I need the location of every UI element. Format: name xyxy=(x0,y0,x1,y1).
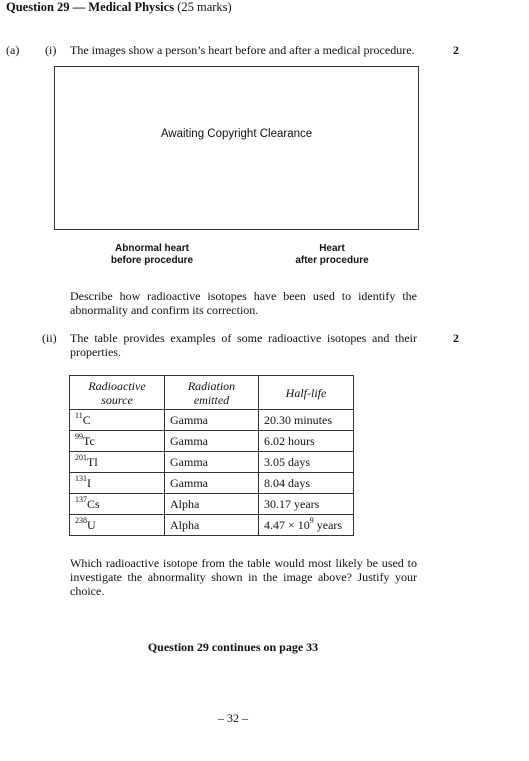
isotope-table xyxy=(69,375,354,536)
half-life-cell: 8.04 days xyxy=(259,473,354,494)
question-heading xyxy=(6,0,232,15)
caption-after xyxy=(267,243,397,267)
table-header-row xyxy=(70,376,354,410)
half-life-cell: 6.02 hours xyxy=(259,431,354,452)
mass-number: 99 xyxy=(75,431,83,441)
isotope-cell xyxy=(70,452,165,473)
table-row xyxy=(70,473,354,494)
isotope-cell xyxy=(70,515,165,536)
sub-i-task: Describe how radioactive isotopes have been used to identify the abnormality and confirm its correction. xyxy=(70,289,417,317)
mass-number: 137 xyxy=(75,494,87,504)
caption-before-line1: Abnormal heart xyxy=(115,243,189,254)
half-life-cell xyxy=(259,515,354,536)
radiation-cell: Gamma xyxy=(165,410,259,431)
half-life-cell: 20.30 minutes xyxy=(259,410,354,431)
half-life-base: 4.47 × 10 xyxy=(264,517,310,532)
sub-i-marks: 2 xyxy=(453,43,459,57)
header-radioactive-source: Radioactive source xyxy=(70,376,165,410)
radiation-cell: Alpha xyxy=(165,515,259,536)
sub-ii-task: Which radioactive isotope from the table would most likely be used to investigate the abnormality shown in the image above? Justify your choice. xyxy=(70,556,417,598)
radiation-cell: Gamma xyxy=(165,452,259,473)
sub-i-label: (i) xyxy=(45,43,57,57)
sub-ii-label: (ii) xyxy=(42,331,57,345)
header-half-life: Half-life xyxy=(259,376,354,410)
question-title: Question 29 — Medical Physics xyxy=(6,0,175,14)
element-symbol: Tl xyxy=(87,454,98,469)
sub-i-intro: The images show a person’s heart before and after a medical procedure. xyxy=(70,43,415,57)
sub-ii-marks: 2 xyxy=(453,331,459,345)
radiation-cell: Alpha xyxy=(165,494,259,515)
continues-notice: Question 29 continues on page 33 xyxy=(147,640,319,654)
element-symbol: C xyxy=(82,412,91,427)
isotope-cell xyxy=(70,431,165,452)
table-row xyxy=(70,515,354,536)
copyright-placeholder-text: Awaiting Copyright Clearance xyxy=(160,128,313,140)
sub-ii-intro: The table provides examples of some radioactive isotopes and their properties. xyxy=(70,331,417,359)
question-marks-total: (25 marks) xyxy=(177,0,232,14)
caption-after-line1: Heart xyxy=(319,243,345,254)
half-life-unit: years xyxy=(313,517,343,532)
element-symbol: U xyxy=(87,517,96,532)
header-radiation-emitted: Radiation emitted xyxy=(165,376,259,410)
mass-number: 131 xyxy=(75,473,87,483)
isotope-cell xyxy=(70,473,165,494)
part-a-label: (a) xyxy=(6,43,20,57)
caption-before xyxy=(87,243,217,267)
table-row xyxy=(70,452,354,473)
radiation-cell: Gamma xyxy=(165,431,259,452)
table-row xyxy=(70,410,354,431)
isotope-cell xyxy=(70,410,165,431)
element-symbol: Tc xyxy=(83,433,95,448)
page-number: – 32 – xyxy=(218,711,248,725)
caption-after-line2: after procedure xyxy=(295,255,369,266)
isotope-cell xyxy=(70,494,165,515)
table-row xyxy=(70,431,354,452)
mass-number: 238 xyxy=(75,515,87,525)
half-life-exponent: 9 xyxy=(309,515,314,525)
heart-image-placeholder xyxy=(54,66,419,230)
table-row xyxy=(70,494,354,515)
half-life-cell: 3.05 days xyxy=(259,452,354,473)
mass-number: 201 xyxy=(75,452,87,462)
mass-number: 11 xyxy=(75,410,83,420)
half-life-cell: 30.17 years xyxy=(259,494,354,515)
caption-before-line2: before procedure xyxy=(110,255,194,266)
element-symbol: I xyxy=(87,475,91,490)
radiation-cell: Gamma xyxy=(165,473,259,494)
element-symbol: Cs xyxy=(87,496,100,511)
